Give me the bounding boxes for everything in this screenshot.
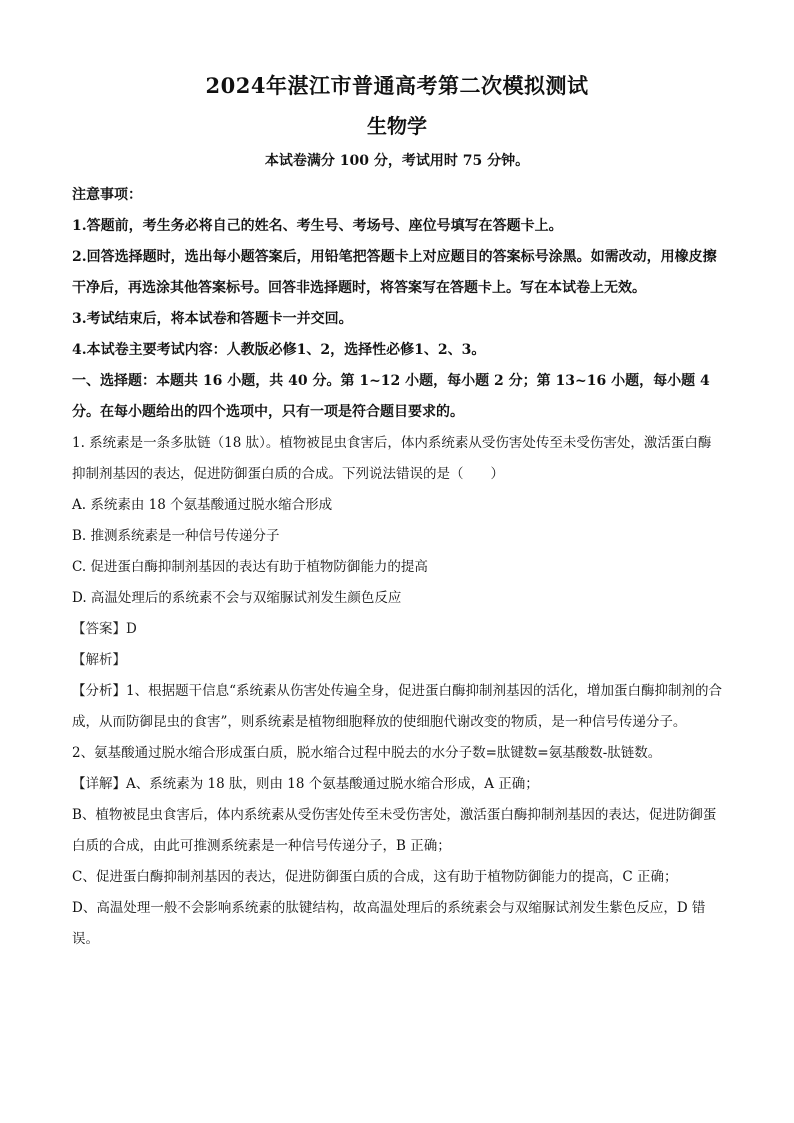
answer-line: 【答案】D: [72, 621, 137, 637]
analysis-paragraph-6: D、高温处理一般不会影响系统素的肽键结构，故高温处理后的系统素会与双缩脲试剂发生紫色反应，D 错误。: [72, 900, 706, 947]
notice-item-4: 4.本试卷主要考试内容：人教版必修1、2，选择性必修1、2、3。: [72, 342, 486, 358]
section-heading: 一、选择题：本题共 16 小题，共 40 分。第 1~12 小题，每小题 2 分；第 13~16 小题，每小题 4 分。在每小题给出的四个选项中，只有一项是符合题目要求的。: [72, 373, 710, 420]
exam-title: 2024年湛江市普通高考第二次模拟测试: [205, 73, 589, 98]
notice-heading: 注意事项：: [72, 187, 142, 203]
option-a: A. 系统素由 18 个氨基酸通过脱水缩合形成: [72, 497, 333, 513]
analysis-label: 【解析】: [72, 652, 126, 668]
analysis-paragraph-1: 【分析】1、根据题干信息“系统素从伤害处传遍全身，促进蛋白酶抑制剂基因的活化，增加蛋白酶抑制剂的合成，从而防御昆虫的食害”，则系统素是植物细胞释放的使细胞代谢改变的物质，是一种信号传递分子。: [72, 683, 722, 730]
analysis-paragraph-5: C、促进蛋白酶抑制剂基因的表达，促进防御蛋白质的合成，这有助于植物防御能力的提高，C 正确；: [72, 869, 678, 885]
option-d: D. 高温处理后的系统素不会与双缩脲试剂发生颜色反应: [72, 590, 402, 606]
option-b: B. 推测系统素是一种信号传递分子: [72, 528, 280, 544]
notice-item-3: 3.考试结束后，将本试卷和答题卡一并交回。: [72, 311, 353, 327]
analysis-paragraph-3: 【详解】A、系统素为 18 肽，则由 18 个氨基酸通过脱水缩合形成，A 正确；: [72, 776, 539, 792]
notice-item-2: 2.回答选择题时，选出每小题答案后，用铅笔把答题卡上对应题目的答案标号涂黑。如需改动，用橡皮擦干净后，再选涂其他答案标号。回答非选择题时，将答案写在答题卡上。写在本试卷上无效。: [72, 249, 717, 296]
analysis-paragraph-2: 2、氨基酸通过脱水缩合形成蛋白质，脱水缩合过程中脱去的水分子数=肽键数=氨基酸数-肽链数。: [72, 745, 662, 761]
exam-content: [72, 180, 722, 955]
subject-title: 生物学: [367, 114, 427, 138]
notice-item-1: 1.答题前，考生务必将自己的姓名、考生号、考场号、座位号填写在答题卡上。: [72, 218, 563, 234]
analysis-paragraph-4: B、植物被昆虫食害后，体内系统素从受伤害处传至未受伤害处，激活蛋白酶抑制剂基因的表达，促进防御蛋白质的合成，由此可推测系统素是一种信号传递分子，B 正确；: [72, 807, 717, 854]
option-c: C. 促进蛋白酶抑制剂基因的表达有助于植物防御能力的提高: [72, 559, 428, 575]
question-stem: 1. 系统素是一条多肽链（18 肽）。植物被昆虫食害后，体内系统素从受伤害处传至未受伤害处，激活蛋白酶抑制剂基因的表达，促进防御蛋白质的合成。下列说法错误的是（ ）: [72, 435, 712, 482]
exam-meta: 本试卷满分 100 分，考试用时 75 分钟。: [264, 153, 530, 169]
